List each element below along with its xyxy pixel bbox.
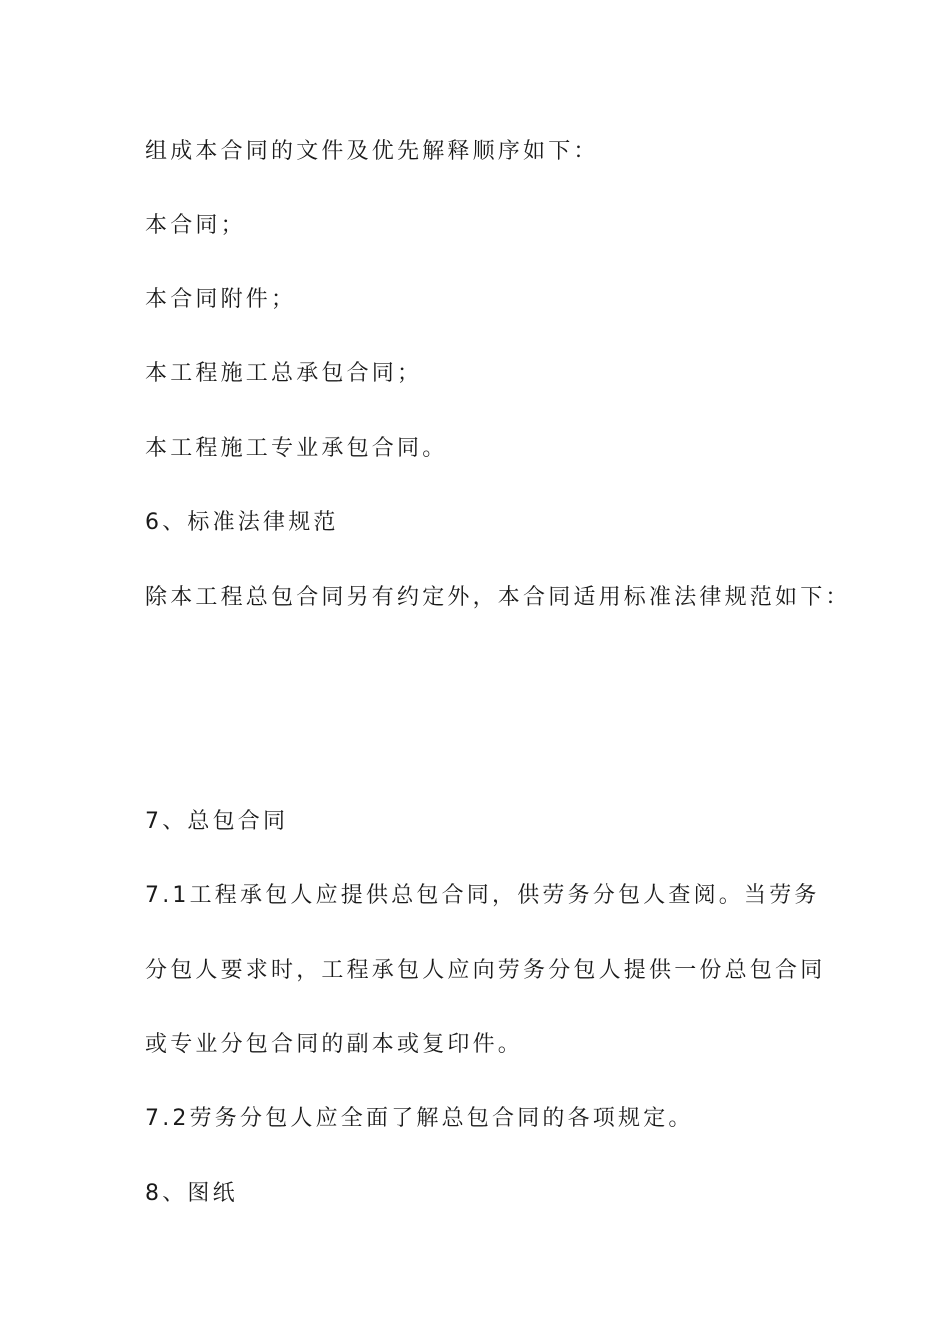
paragraph-7-1-line-3: 或专业分包合同的副本或复印件。 — [145, 1032, 524, 1057]
list-item-contract-attachments: 本合同附件； — [145, 287, 297, 312]
paragraph-7-1-line-2: 分包人要求时，工程承包人应向劳务分包人提供一份总包合同 — [145, 958, 826, 983]
list-item-general-contract: 本工程施工总承包合同； — [145, 361, 423, 386]
section-heading-8: 8、图纸 — [145, 1181, 238, 1206]
paragraph-7-2: 7.2劳务分包人应全面了解总包合同的各项规定。 — [145, 1106, 694, 1131]
paragraph-standards-intro: 除本工程总包合同另有约定外，本合同适用标准法律规范如下： — [145, 585, 851, 610]
section-heading-7: 7、总包合同 — [145, 809, 289, 834]
list-item-specialty-contract: 本工程施工专业承包合同。 — [145, 436, 448, 461]
section-heading-6: 6、标准法律规范 — [145, 510, 339, 535]
list-item-this-contract: 本合同； — [145, 213, 246, 238]
paragraph-contract-documents-intro: 组成本合同的文件及优先解释顺序如下： — [145, 139, 599, 164]
paragraph-7-1-line-1: 7.1工程承包人应提供总包合同，供劳务分包人查阅。当劳务 — [145, 883, 820, 908]
